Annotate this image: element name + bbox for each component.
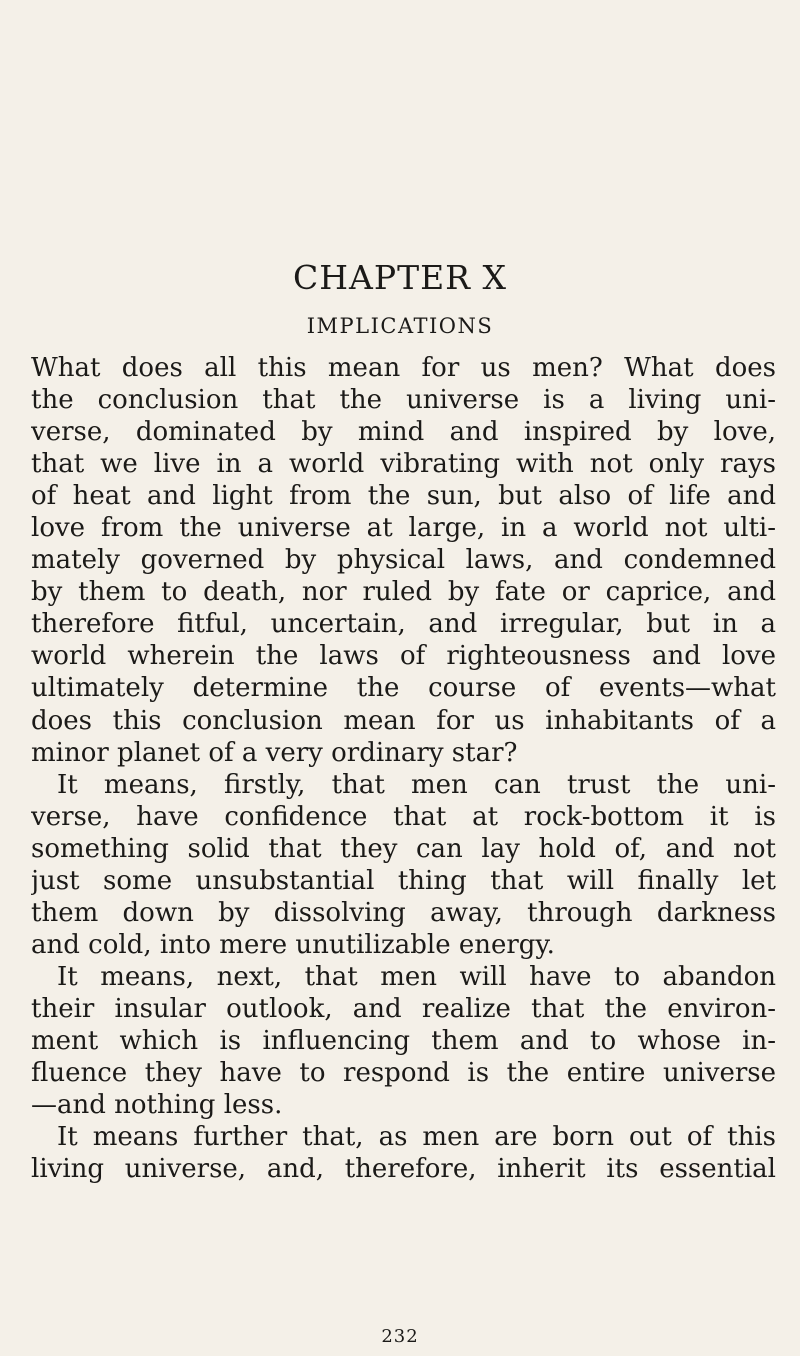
paragraph <box>31 769 776 961</box>
text-line: therefore fitful, uncertain, and irregular, but in a <box>31 609 776 640</box>
paragraph <box>31 961 776 1121</box>
text-line: something solid that they can lay hold of, and not <box>31 833 776 864</box>
text-line: and cold, into mere unutilizable energy. <box>31 929 555 960</box>
text-line: It means further that, as men are born out of this <box>57 1122 776 1153</box>
text-line: It means, next, that men will have to abandon <box>57 961 776 992</box>
text-line: does this conclusion mean for us inhabitants of a <box>31 705 776 736</box>
text-line: ment which is influencing them and to whose in- <box>31 1025 776 1056</box>
paragraph <box>31 1121 776 1185</box>
text-line: It means, firstly, that men can trust the uni- <box>57 769 776 800</box>
chapter-subtitle: IMPLICATIONS <box>306 314 494 338</box>
text-line: verse, have confidence that at rock-bottom it is <box>31 801 776 832</box>
paragraph <box>31 352 776 769</box>
text-line: —and nothing less. <box>31 1090 283 1121</box>
text-line: living universe, and, therefore, inherit its essential <box>31 1154 776 1185</box>
text-line: minor planet of a very ordinary star? <box>31 737 518 768</box>
text-line: the conclusion that the universe is a living uni- <box>31 385 776 416</box>
text-line: love from the universe at large, in a world not ulti- <box>31 513 776 544</box>
text-line: mately governed by physical laws, and condemned <box>31 545 776 576</box>
body-text <box>31 352 776 1185</box>
text-line: of heat and light from the sun, but also of life and <box>31 481 776 512</box>
chapter-title: CHAPTER X <box>293 258 507 297</box>
text-line: world wherein the laws of righteousness and love <box>31 641 776 672</box>
text-line: their insular outlook, and realize that the environ- <box>31 993 776 1024</box>
text-line: What does all this mean for us men? What does <box>31 353 776 383</box>
text-line: verse, dominated by mind and inspired by love, <box>31 417 776 448</box>
text-line: fluence they have to respond is the entire universe <box>31 1058 776 1089</box>
text-line: them down by dissolving away, through darkness <box>31 897 776 928</box>
text-line: ultimately determine the course of events—what <box>31 673 776 704</box>
text-line: just some unsubstantial thing that will finally let <box>31 865 776 896</box>
page-number: 232 <box>381 1326 419 1347</box>
text-line: by them to death, nor ruled by fate or caprice, and <box>31 577 776 608</box>
text-line: that we live in a world vibrating with not only rays <box>31 449 776 480</box>
